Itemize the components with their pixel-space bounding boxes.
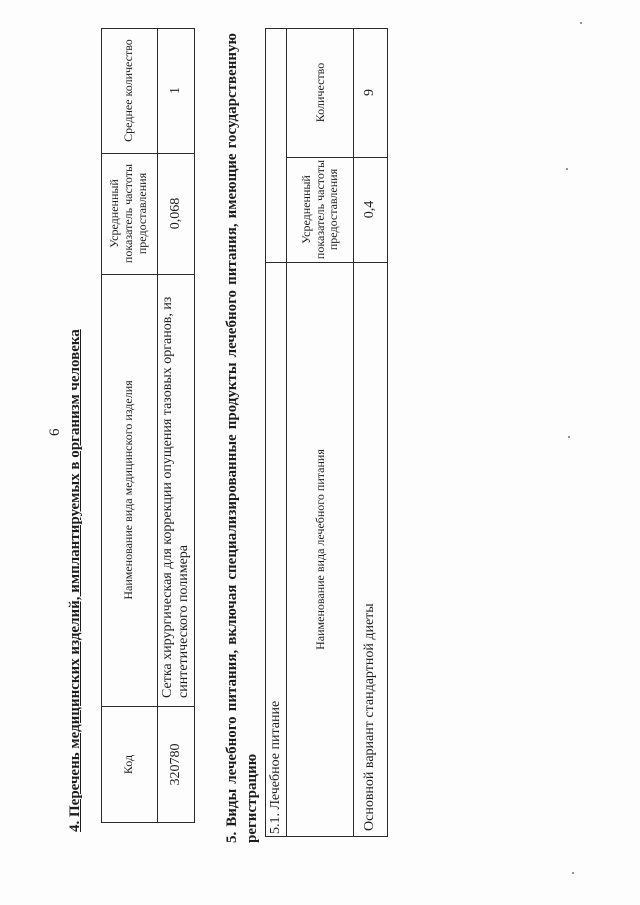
scan-speck [566, 168, 568, 170]
page-number: 6 [47, 428, 63, 436]
table5-header-frequency: Усредненный показатель частоты предоставления [298, 159, 341, 260]
table4-row-frequency: 0,068 [167, 197, 183, 230]
table4-row-quantity: 1 [167, 87, 183, 94]
table5-row-name: Основной вариант стандартной диеты [362, 603, 378, 831]
table4-row-code: 320780 [167, 743, 183, 786]
table4-header-code: Код [121, 754, 136, 775]
section-4-title: 4. Перечень медицинских изделий, имплантируемых в организм человека [67, 329, 83, 832]
table5-header-name: Наименование вида лечебного питания [312, 449, 327, 650]
table4-header-frequency: Усредненный показатель частоты предоставления [107, 163, 149, 264]
table5-row-frequency: 0,4 [362, 200, 378, 219]
scan-speck [568, 436, 570, 438]
subsection-5-1: 5.1. Лечебное питание [268, 700, 284, 834]
table5-row-quantity: 9 [362, 89, 378, 96]
table4-row-name: Сетка хирургическая для коррекции опущения тазовых органов, из синтетического полимера [159, 296, 191, 698]
table4-header-name: Наименование вида медицинского изделия [121, 380, 136, 600]
table4-header-quantity: Среднее количество [121, 39, 136, 142]
section-5-title: 5. Виды лечебного питания, включая специализированные продукты лечебного питания, имеющие государственную регистрацию [224, 33, 260, 843]
scan-speck [580, 22, 582, 24]
scan-speck [572, 872, 574, 874]
table5-header-quantity: Количество [312, 62, 327, 123]
